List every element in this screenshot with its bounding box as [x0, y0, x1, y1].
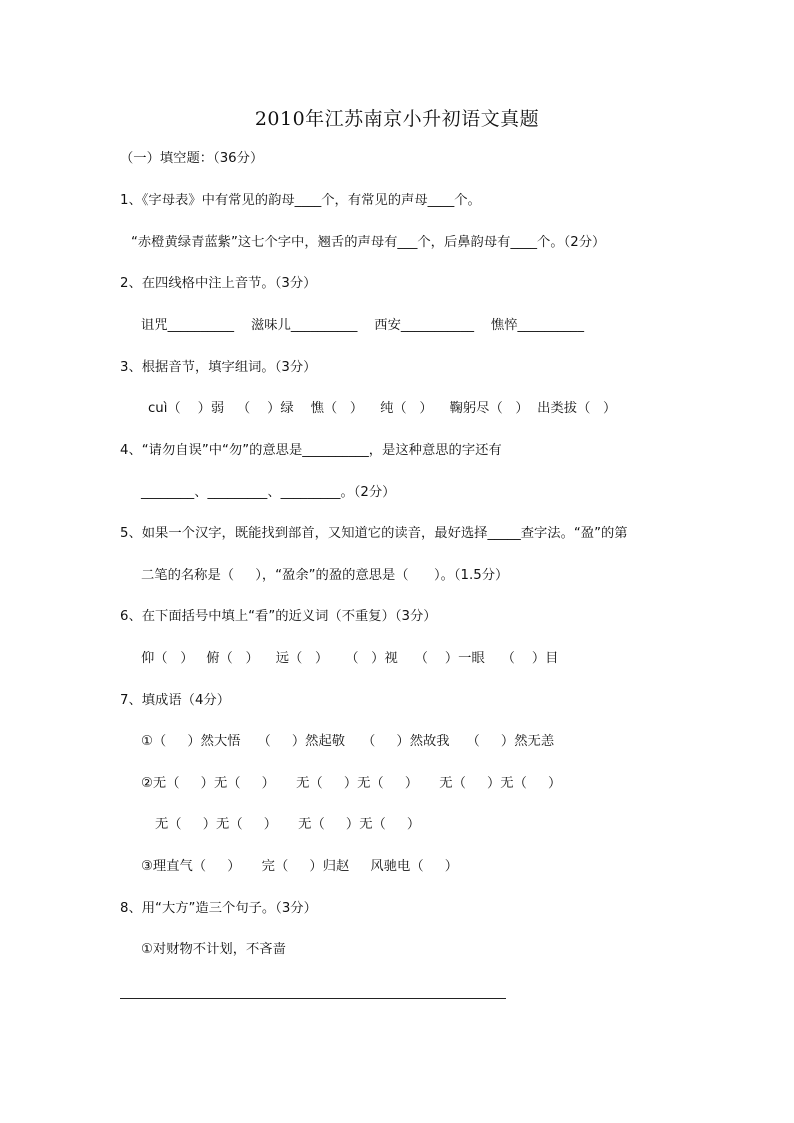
question-2-line-2: 诅咒__________ 滋味儿__________ 西安___________ 憔悴__________ — [141, 318, 584, 333]
question-7-line-5: ③理直气（ ） 完（ ）归赵 风驰电（ ） — [141, 859, 459, 874]
question-8-line-1: 8、用“大方”造三个句子。（3分） — [120, 901, 317, 916]
question-7-line-1: 7、填成语（4分） — [120, 693, 230, 708]
question-7-line-3: ②无（ ）无（ ） 无（ ）无（ ） 无（ ）无（ ） — [141, 776, 562, 791]
question-1-line-2: “赤橙黄绿青蓝紫”这七个字中，翘舌的声母有___个，后鼻韵母有____个。（2分） — [131, 235, 606, 250]
question-2-line-1: 2、在四线格中注上音节。（3分） — [120, 276, 317, 291]
question-5-line-2: 二笔的名称是（ ），“盈余”的盈的意思是（ ）。（1.5分） — [141, 568, 509, 583]
question-7-line-4: 无（ ）无（ ） 无（ ）无（ ） — [155, 817, 421, 832]
answer-line — [120, 998, 506, 999]
section-heading: （一）填空题：（36分） — [120, 151, 264, 166]
question-7-line-2: ①（ ）然大悟 （ ）然起敬 （ ）然故我 （ ）然无恙 — [141, 734, 555, 749]
question-3-line-2: cuì（ ）弱 （ ）绿 憔（ ） 纯（ ） 鞠躬尽（ ） 出类拔（ ） — [148, 401, 617, 416]
question-6-line-2: 仰（ ） 俯（ ） 远（ ） （ ）视 （ ）一眼 （ ）目 — [141, 651, 559, 666]
question-5-line-1: 5、如果一个汉字，既能找到部首，又知道它的读音，最好选择_____查字法。“盈”的第 — [120, 526, 628, 541]
question-1-line-1: 1、《字母表》中有常见的韵母____个，有常见的声母____个。 — [120, 193, 481, 208]
question-8-line-2: ①对财物不计划，不吝啬 — [141, 942, 286, 957]
question-4-line-2: ________、_________、_________。（2分） — [141, 485, 396, 500]
question-6-line-1: 6、在下面括号中填上“看”的近义词（不重复）（3分） — [120, 609, 437, 624]
question-4-line-1: 4、“请勿自误”中“勿”的意思是__________，是这种意思的字还有 — [120, 443, 502, 458]
page-title: 2010年江苏南京小升初语文真题 — [254, 108, 540, 130]
question-3-line-1: 3、根据音节，填字组词。（3分） — [120, 360, 317, 375]
